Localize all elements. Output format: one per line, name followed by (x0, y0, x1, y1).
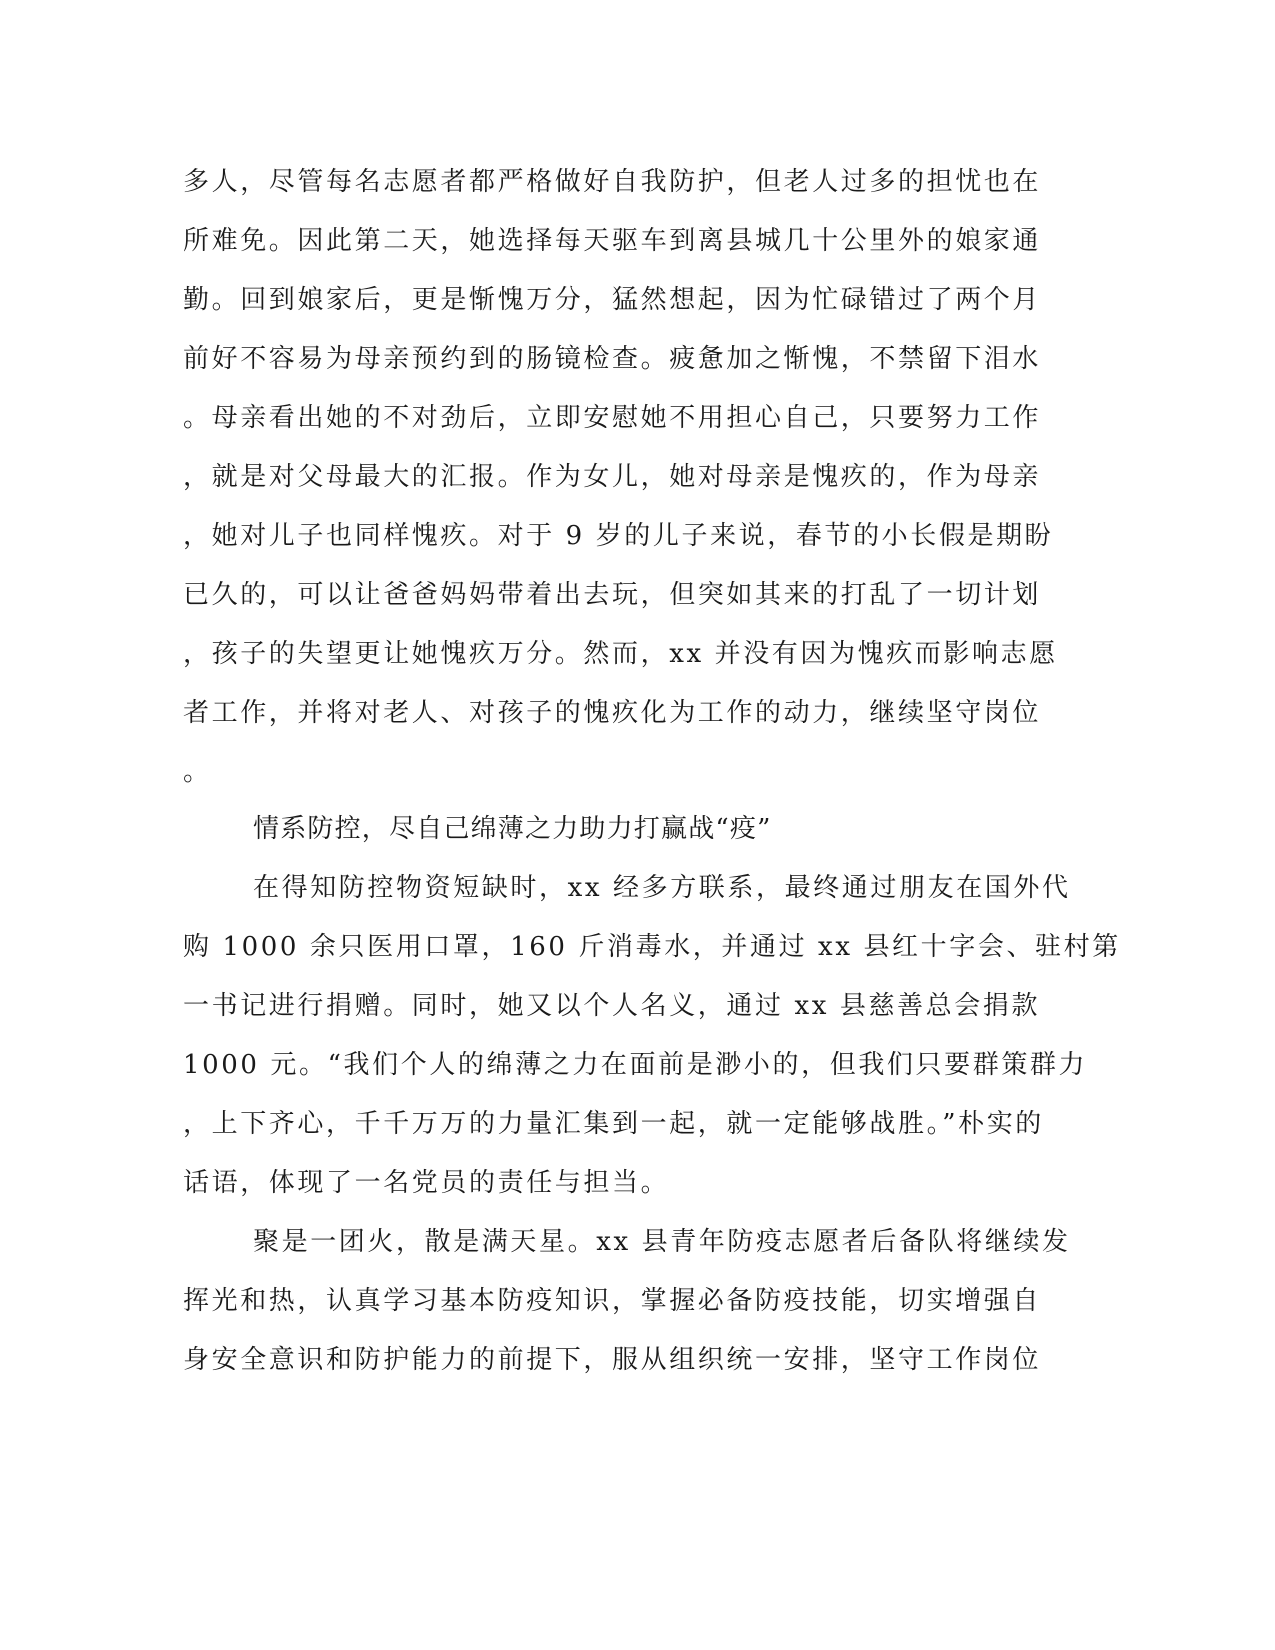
text-line: 身安全意识和防护能力的前提下，服从组织统一安排，坚守工作岗位 (183, 1345, 1042, 1375)
text-line: ，孩子的失望更让她愧疚万分。然而，xx 并没有因为愧疚而影响志愿 (183, 639, 1058, 669)
text-line: 挥光和热，认真学习基本防疫知识，掌握必备防疫技能，切实增强自 (183, 1286, 1042, 1316)
text-line: 所难免。因此第二天，她选择每天驱车到离县城几十公里外的娘家通 (183, 226, 1042, 256)
text-line: 聚是一团火，散是满天星。xx 县青年防疫志愿者后备队将继续发 (253, 1227, 1071, 1257)
text-line: 在得知防控物资短缺时，xx 经多方联系，最终通过朋友在国外代 (253, 873, 1071, 903)
text-line: 。母亲看出她的不对劲后，立即安慰她不用担心自己，只要努力工作 (183, 403, 1042, 433)
text-line: 一书记进行捐赠。同时，她又以个人名义，通过 xx 县慈善总会捐款 (183, 991, 1041, 1021)
text-line: 。 (183, 757, 212, 787)
text-line: 已久的，可以让爸爸妈妈带着出去玩，但突如其来的打乱了一切计划 (183, 580, 1042, 610)
text-line: ，就是对父母最大的汇报。作为女儿，她对母亲是愧疚的，作为母亲 (183, 462, 1042, 492)
text-line: 者工作，并将对老人、对孩子的愧疚化为工作的动力，继续坚守岗位 (183, 698, 1042, 728)
text-line: 前好不容易为母亲预约到的肠镜检查。疲惫加之惭愧，不禁留下泪水 (183, 344, 1042, 374)
text-line: 多人，尽管每名志愿者都严格做好自我防护，但老人过多的担忧也在 (183, 167, 1042, 197)
text-line: 勤。回到娘家后，更是惭愧万分，猛然想起，因为忙碌错过了两个月 (183, 285, 1042, 315)
text-line: 1000 元。“我们个人的绵薄之力在面前是渺小的，但我们只要群策群力 (183, 1050, 1088, 1080)
text-line: ，上下齐心，千千万万的力量汇集到一起，就一定能够战胜。”朴实的 (183, 1109, 1044, 1139)
text-line: 话语，体现了一名党员的责任与担当。 (183, 1168, 670, 1198)
section-heading: 情系防控，尽自己绵薄之力助力打赢战“疫” (253, 814, 772, 844)
text-line: 购 1000 余只医用口罩，160 斤消毒水，并通过 xx 县红十字会、驻村第 (183, 932, 1121, 962)
text-line: ，她对儿子也同样愧疚。对于 9 岁的儿子来说，春节的小长假是期盼 (183, 521, 1054, 551)
